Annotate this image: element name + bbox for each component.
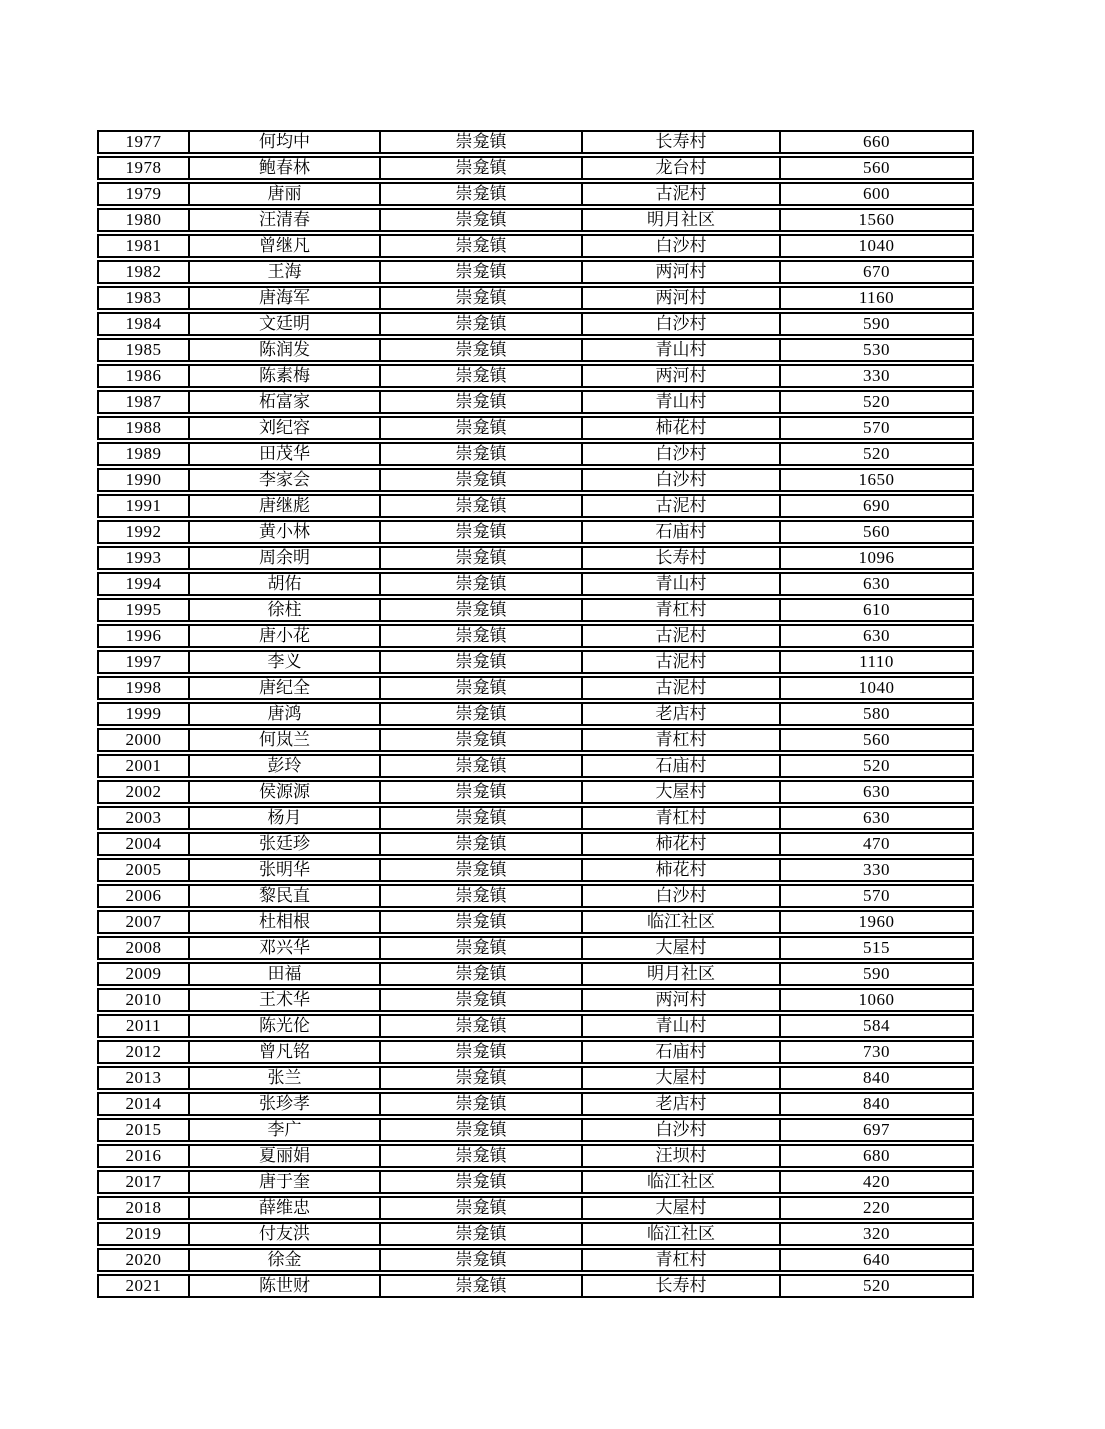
cell-amount: 630 — [781, 780, 974, 804]
cell-town: 崇龛镇 — [381, 1014, 583, 1038]
cell-amount: 1096 — [781, 546, 974, 570]
cell-town: 崇龛镇 — [381, 1092, 583, 1116]
table-row — [97, 598, 974, 622]
cell-town: 崇龛镇 — [381, 494, 583, 518]
table-row — [97, 156, 974, 180]
cell-row-number: 1999 — [97, 702, 190, 726]
cell-row-number: 2002 — [97, 780, 190, 804]
cell-amount: 470 — [781, 832, 974, 856]
cell-village: 白沙村 — [583, 442, 781, 466]
table-row — [97, 780, 974, 804]
cell-row-number: 2018 — [97, 1196, 190, 1220]
cell-person-name: 付友洪 — [190, 1222, 381, 1246]
cell-town: 崇龛镇 — [381, 988, 583, 1012]
cell-row-number: 1994 — [97, 572, 190, 596]
cell-person-name: 唐鸿 — [190, 702, 381, 726]
table-row — [97, 728, 974, 752]
cell-amount: 515 — [781, 936, 974, 960]
table-row — [97, 260, 974, 284]
table-row — [97, 1118, 974, 1142]
cell-village: 长寿村 — [583, 546, 781, 570]
cell-village: 明月社区 — [583, 962, 781, 986]
cell-row-number: 2020 — [97, 1248, 190, 1272]
cell-row-number: 1990 — [97, 468, 190, 492]
cell-row-number: 2015 — [97, 1118, 190, 1142]
cell-row-number: 1992 — [97, 520, 190, 544]
cell-person-name: 陈世财 — [190, 1274, 381, 1298]
cell-row-number: 2008 — [97, 936, 190, 960]
cell-village: 大屋村 — [583, 780, 781, 804]
table-row — [97, 884, 974, 908]
cell-amount: 640 — [781, 1248, 974, 1272]
table-row — [97, 962, 974, 986]
cell-person-name: 徐柱 — [190, 598, 381, 622]
cell-town: 崇龛镇 — [381, 260, 583, 284]
cell-person-name: 陈光伦 — [190, 1014, 381, 1038]
cell-town: 崇龛镇 — [381, 650, 583, 674]
cell-row-number: 2012 — [97, 1040, 190, 1064]
cell-person-name: 何岚兰 — [190, 728, 381, 752]
cell-person-name: 陈素梅 — [190, 364, 381, 388]
cell-town: 崇龛镇 — [381, 936, 583, 960]
table-row — [97, 936, 974, 960]
cell-person-name: 王海 — [190, 260, 381, 284]
cell-town: 崇龛镇 — [381, 156, 583, 180]
table-row — [97, 130, 974, 154]
cell-amount: 570 — [781, 884, 974, 908]
cell-person-name: 刘纪容 — [190, 416, 381, 440]
cell-village: 汪坝村 — [583, 1144, 781, 1168]
cell-person-name: 黄小林 — [190, 520, 381, 544]
cell-town: 崇龛镇 — [381, 884, 583, 908]
cell-person-name: 周余明 — [190, 546, 381, 570]
cell-row-number: 1997 — [97, 650, 190, 674]
cell-town: 崇龛镇 — [381, 1144, 583, 1168]
cell-village: 两河村 — [583, 988, 781, 1012]
cell-town: 崇龛镇 — [381, 130, 583, 154]
cell-village: 白沙村 — [583, 884, 781, 908]
cell-town: 崇龛镇 — [381, 390, 583, 414]
cell-town: 崇龛镇 — [381, 858, 583, 882]
table-row — [97, 182, 974, 206]
table-row — [97, 702, 974, 726]
cell-amount: 520 — [781, 754, 974, 778]
cell-row-number: 2013 — [97, 1066, 190, 1090]
cell-amount: 570 — [781, 416, 974, 440]
table-row — [97, 988, 974, 1012]
cell-row-number: 1981 — [97, 234, 190, 258]
cell-village: 老店村 — [583, 1092, 781, 1116]
cell-amount: 530 — [781, 338, 974, 362]
table-row — [97, 364, 974, 388]
cell-village: 古泥村 — [583, 676, 781, 700]
cell-town: 崇龛镇 — [381, 338, 583, 362]
table-row — [97, 1248, 974, 1272]
table-row — [97, 1170, 974, 1194]
cell-person-name: 胡佑 — [190, 572, 381, 596]
table-row — [97, 624, 974, 648]
table-row — [97, 1092, 974, 1116]
cell-town: 崇龛镇 — [381, 832, 583, 856]
cell-town: 崇龛镇 — [381, 624, 583, 648]
cell-row-number: 2005 — [97, 858, 190, 882]
cell-amount: 560 — [781, 728, 974, 752]
cell-row-number: 2004 — [97, 832, 190, 856]
cell-amount: 520 — [781, 1274, 974, 1298]
cell-village: 大屋村 — [583, 936, 781, 960]
cell-amount: 610 — [781, 598, 974, 622]
cell-person-name: 彭玲 — [190, 754, 381, 778]
cell-person-name: 侯源源 — [190, 780, 381, 804]
cell-village: 两河村 — [583, 286, 781, 310]
records-table — [97, 128, 974, 1300]
cell-town: 崇龛镇 — [381, 910, 583, 934]
cell-town: 崇龛镇 — [381, 182, 583, 206]
table-row — [97, 520, 974, 544]
cell-town: 崇龛镇 — [381, 442, 583, 466]
cell-row-number: 2006 — [97, 884, 190, 908]
cell-amount: 520 — [781, 390, 974, 414]
cell-row-number: 2017 — [97, 1170, 190, 1194]
table-row — [97, 1274, 974, 1298]
cell-village: 白沙村 — [583, 468, 781, 492]
cell-town: 崇龛镇 — [381, 1222, 583, 1246]
cell-town: 崇龛镇 — [381, 598, 583, 622]
cell-village: 长寿村 — [583, 1274, 781, 1298]
cell-amount: 1060 — [781, 988, 974, 1012]
cell-village: 石庙村 — [583, 754, 781, 778]
cell-row-number: 2001 — [97, 754, 190, 778]
cell-person-name: 唐于奎 — [190, 1170, 381, 1194]
table-row — [97, 676, 974, 700]
cell-village: 青山村 — [583, 390, 781, 414]
cell-amount: 660 — [781, 130, 974, 154]
table-row — [97, 1066, 974, 1090]
cell-amount: 330 — [781, 858, 974, 882]
cell-town: 崇龛镇 — [381, 1274, 583, 1298]
cell-person-name: 王术华 — [190, 988, 381, 1012]
cell-village: 古泥村 — [583, 494, 781, 518]
table-row — [97, 1144, 974, 1168]
cell-amount: 1650 — [781, 468, 974, 492]
table-row — [97, 416, 974, 440]
cell-village: 白沙村 — [583, 312, 781, 336]
cell-row-number: 2014 — [97, 1092, 190, 1116]
cell-person-name: 唐继彪 — [190, 494, 381, 518]
cell-person-name: 文廷明 — [190, 312, 381, 336]
cell-town: 崇龛镇 — [381, 676, 583, 700]
cell-row-number: 1998 — [97, 676, 190, 700]
cell-row-number: 1995 — [97, 598, 190, 622]
cell-town: 崇龛镇 — [381, 780, 583, 804]
table-row — [97, 208, 974, 232]
cell-village: 柿花村 — [583, 832, 781, 856]
cell-village: 青山村 — [583, 338, 781, 362]
cell-amount: 630 — [781, 572, 974, 596]
cell-row-number: 1996 — [97, 624, 190, 648]
cell-town: 崇龛镇 — [381, 312, 583, 336]
cell-amount: 580 — [781, 702, 974, 726]
cell-town: 崇龛镇 — [381, 962, 583, 986]
cell-village: 大屋村 — [583, 1066, 781, 1090]
cell-village: 大屋村 — [583, 1196, 781, 1220]
cell-person-name: 夏丽娟 — [190, 1144, 381, 1168]
cell-town: 崇龛镇 — [381, 806, 583, 830]
cell-person-name: 柘富家 — [190, 390, 381, 414]
cell-amount: 420 — [781, 1170, 974, 1194]
cell-person-name: 李义 — [190, 650, 381, 674]
cell-amount: 1160 — [781, 286, 974, 310]
cell-person-name: 田福 — [190, 962, 381, 986]
cell-amount: 840 — [781, 1092, 974, 1116]
cell-row-number: 1982 — [97, 260, 190, 284]
cell-village: 青杠村 — [583, 1248, 781, 1272]
cell-village: 古泥村 — [583, 650, 781, 674]
cell-amount: 330 — [781, 364, 974, 388]
cell-town: 崇龛镇 — [381, 1248, 583, 1272]
cell-village: 青杠村 — [583, 598, 781, 622]
table-row — [97, 1196, 974, 1220]
cell-amount: 600 — [781, 182, 974, 206]
cell-village: 柿花村 — [583, 416, 781, 440]
cell-row-number: 1986 — [97, 364, 190, 388]
cell-person-name: 唐纪全 — [190, 676, 381, 700]
cell-person-name: 唐丽 — [190, 182, 381, 206]
cell-row-number: 1983 — [97, 286, 190, 310]
cell-amount: 1110 — [781, 650, 974, 674]
cell-village: 临江社区 — [583, 910, 781, 934]
cell-village: 两河村 — [583, 260, 781, 284]
cell-person-name: 汪清春 — [190, 208, 381, 232]
cell-village: 临江社区 — [583, 1222, 781, 1246]
cell-row-number: 1985 — [97, 338, 190, 362]
cell-town: 崇龛镇 — [381, 728, 583, 752]
cell-town: 崇龛镇 — [381, 702, 583, 726]
table-row — [97, 806, 974, 830]
cell-amount: 697 — [781, 1118, 974, 1142]
cell-person-name: 邓兴华 — [190, 936, 381, 960]
cell-amount: 630 — [781, 806, 974, 830]
cell-town: 崇龛镇 — [381, 364, 583, 388]
cell-amount: 590 — [781, 312, 974, 336]
cell-person-name: 陈润发 — [190, 338, 381, 362]
cell-village: 石庙村 — [583, 1040, 781, 1064]
cell-town: 崇龛镇 — [381, 546, 583, 570]
cell-person-name: 何均中 — [190, 130, 381, 154]
cell-row-number: 2009 — [97, 962, 190, 986]
cell-row-number: 1988 — [97, 416, 190, 440]
cell-row-number: 1989 — [97, 442, 190, 466]
table-row — [97, 1222, 974, 1246]
cell-row-number: 2019 — [97, 1222, 190, 1246]
table-row — [97, 468, 974, 492]
cell-person-name: 杜相根 — [190, 910, 381, 934]
cell-person-name: 张明华 — [190, 858, 381, 882]
table-row — [97, 910, 974, 934]
table-row — [97, 1040, 974, 1064]
cell-village: 青杠村 — [583, 806, 781, 830]
cell-person-name: 张珍孝 — [190, 1092, 381, 1116]
cell-row-number: 2003 — [97, 806, 190, 830]
cell-town: 崇龛镇 — [381, 1066, 583, 1090]
table-row — [97, 754, 974, 778]
cell-village: 柿花村 — [583, 858, 781, 882]
cell-row-number: 1993 — [97, 546, 190, 570]
cell-village: 两河村 — [583, 364, 781, 388]
cell-amount: 220 — [781, 1196, 974, 1220]
cell-row-number: 2007 — [97, 910, 190, 934]
table-row — [97, 234, 974, 258]
cell-amount: 560 — [781, 520, 974, 544]
cell-amount: 520 — [781, 442, 974, 466]
cell-amount: 1040 — [781, 676, 974, 700]
cell-person-name: 黎民直 — [190, 884, 381, 908]
cell-row-number: 1984 — [97, 312, 190, 336]
table-row — [97, 858, 974, 882]
cell-town: 崇龛镇 — [381, 1040, 583, 1064]
cell-person-name: 曾凡铭 — [190, 1040, 381, 1064]
cell-row-number: 1979 — [97, 182, 190, 206]
cell-village: 古泥村 — [583, 624, 781, 648]
table-row — [97, 312, 974, 336]
cell-person-name: 李家会 — [190, 468, 381, 492]
cell-town: 崇龛镇 — [381, 572, 583, 596]
cell-amount: 1960 — [781, 910, 974, 934]
table-row — [97, 494, 974, 518]
cell-village: 白沙村 — [583, 234, 781, 258]
cell-village: 石庙村 — [583, 520, 781, 544]
cell-row-number: 2021 — [97, 1274, 190, 1298]
cell-amount: 690 — [781, 494, 974, 518]
cell-village: 临江社区 — [583, 1170, 781, 1194]
records-table-body — [97, 130, 974, 1298]
cell-person-name: 张兰 — [190, 1066, 381, 1090]
cell-person-name: 鲍春林 — [190, 156, 381, 180]
cell-row-number: 2010 — [97, 988, 190, 1012]
cell-town: 崇龛镇 — [381, 468, 583, 492]
cell-person-name: 徐金 — [190, 1248, 381, 1272]
cell-row-number: 2011 — [97, 1014, 190, 1038]
cell-village: 白沙村 — [583, 1118, 781, 1142]
cell-amount: 730 — [781, 1040, 974, 1064]
cell-person-name: 李广 — [190, 1118, 381, 1142]
cell-row-number: 2016 — [97, 1144, 190, 1168]
cell-row-number: 1977 — [97, 130, 190, 154]
cell-amount: 680 — [781, 1144, 974, 1168]
cell-person-name: 曾继凡 — [190, 234, 381, 258]
cell-amount: 1560 — [781, 208, 974, 232]
cell-amount: 560 — [781, 156, 974, 180]
cell-village: 明月社区 — [583, 208, 781, 232]
table-row — [97, 390, 974, 414]
cell-row-number: 1991 — [97, 494, 190, 518]
cell-amount: 590 — [781, 962, 974, 986]
cell-person-name: 唐小花 — [190, 624, 381, 648]
cell-person-name: 唐海军 — [190, 286, 381, 310]
cell-row-number: 2000 — [97, 728, 190, 752]
cell-row-number: 1987 — [97, 390, 190, 414]
cell-town: 崇龛镇 — [381, 520, 583, 544]
table-row — [97, 442, 974, 466]
cell-village: 龙台村 — [583, 156, 781, 180]
cell-amount: 840 — [781, 1066, 974, 1090]
table-row — [97, 572, 974, 596]
cell-person-name: 张廷珍 — [190, 832, 381, 856]
cell-town: 崇龛镇 — [381, 208, 583, 232]
cell-amount: 630 — [781, 624, 974, 648]
cell-town: 崇龛镇 — [381, 286, 583, 310]
cell-village: 青杠村 — [583, 728, 781, 752]
cell-person-name: 薛维忠 — [190, 1196, 381, 1220]
table-row — [97, 338, 974, 362]
cell-amount: 584 — [781, 1014, 974, 1038]
cell-amount: 320 — [781, 1222, 974, 1246]
cell-amount: 670 — [781, 260, 974, 284]
table-row — [97, 286, 974, 310]
cell-village: 长寿村 — [583, 130, 781, 154]
cell-town: 崇龛镇 — [381, 234, 583, 258]
cell-town: 崇龛镇 — [381, 1118, 583, 1142]
cell-town: 崇龛镇 — [381, 754, 583, 778]
cell-row-number: 1978 — [97, 156, 190, 180]
cell-town: 崇龛镇 — [381, 1170, 583, 1194]
cell-town: 崇龛镇 — [381, 1196, 583, 1220]
cell-person-name: 田茂华 — [190, 442, 381, 466]
cell-person-name: 杨月 — [190, 806, 381, 830]
table-row — [97, 546, 974, 570]
cell-village: 青山村 — [583, 572, 781, 596]
cell-village: 古泥村 — [583, 182, 781, 206]
cell-row-number: 1980 — [97, 208, 190, 232]
cell-town: 崇龛镇 — [381, 416, 583, 440]
table-row — [97, 650, 974, 674]
table-row — [97, 832, 974, 856]
cell-village: 老店村 — [583, 702, 781, 726]
table-row — [97, 1014, 974, 1038]
cell-village: 青山村 — [583, 1014, 781, 1038]
cell-amount: 1040 — [781, 234, 974, 258]
